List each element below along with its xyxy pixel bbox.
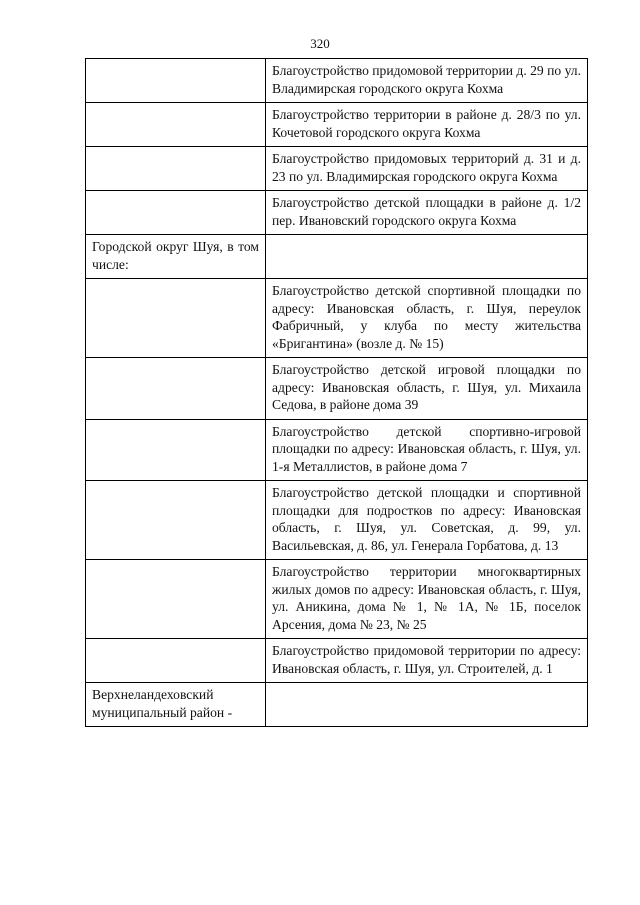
project-cell: Благоустройство придомовых территорий д. 31 и д. 23 по ул. Владимирская городского округа Кохма bbox=[266, 147, 588, 191]
project-cell: Благоустройство детской игровой площадки по адресу: Ивановская область, г. Шуя, ул. Михаила Седова, в районе дома 39 bbox=[266, 358, 588, 420]
table-row bbox=[86, 481, 588, 560]
municipality-cell bbox=[86, 279, 266, 358]
municipality-cell bbox=[86, 103, 266, 147]
municipality-cell bbox=[86, 419, 266, 481]
municipality-cell bbox=[86, 481, 266, 560]
table-row bbox=[86, 59, 588, 103]
project-cell: Благоустройство придомовой территории по адресу: Ивановская область, г. Шуя, ул. Строителей, д. 1 bbox=[266, 639, 588, 683]
table-row bbox=[86, 560, 588, 639]
municipality-cell: Верхнеландеховский муниципальный район - bbox=[86, 683, 266, 727]
project-cell: Благоустройство территории в районе д. 28/3 по ул. Кочетовой городского округа Кохма bbox=[266, 103, 588, 147]
municipality-cell bbox=[86, 191, 266, 235]
project-cell bbox=[266, 235, 588, 279]
project-cell: Благоустройство детской площадки и спортивной площадки для подростков по адресу: Ивановская область, г. Шуя, ул. Советская, д. 99, ул. Васильевская, д. 86, ул. Генерала Горбатова, д. 13 bbox=[266, 481, 588, 560]
project-cell bbox=[266, 683, 588, 727]
municipality-cell bbox=[86, 147, 266, 191]
table-row bbox=[86, 147, 588, 191]
table-row bbox=[86, 683, 588, 727]
municipality-cell bbox=[86, 358, 266, 420]
program-table bbox=[85, 58, 588, 727]
table-row bbox=[86, 235, 588, 279]
page-bottom-margin bbox=[0, 842, 640, 905]
page-number: 320 bbox=[310, 36, 330, 51]
table-row bbox=[86, 279, 588, 358]
table-row bbox=[86, 639, 588, 683]
project-cell: Благоустройство придомовой территории д. 29 по ул. Владимирская городского округа Кохма bbox=[266, 59, 588, 103]
table-row bbox=[86, 358, 588, 420]
project-cell: Благоустройство детской спортивно-игровой площадки по адресу: Ивановская область, г. Шуя, ул. 1-я Металлистов, в районе дома 7 bbox=[266, 419, 588, 481]
table-row bbox=[86, 419, 588, 481]
municipality-cell: Городской округ Шуя, в том числе: bbox=[86, 235, 266, 279]
municipality-cell bbox=[86, 560, 266, 639]
municipality-cell bbox=[86, 639, 266, 683]
project-cell: Благоустройство территории многоквартирных жилых домов по адресу: Ивановская область, г. Шуя, ул. Аникина, дома № 1, № 1А, № 1Б, поселок Арсения, дома № 23, № 25 bbox=[266, 560, 588, 639]
project-cell: Благоустройство детской площадки в районе д. 1/2 пер. Ивановский городского округа Кохма bbox=[266, 191, 588, 235]
table-row bbox=[86, 103, 588, 147]
project-cell: Благоустройство детской спортивной площадки по адресу: Ивановская область, г. Шуя, переулок Фабричный, у клуба по месту жительства «Бригантина» (возле д. № 15) bbox=[266, 279, 588, 358]
table-row bbox=[86, 191, 588, 235]
municipality-cell bbox=[86, 59, 266, 103]
